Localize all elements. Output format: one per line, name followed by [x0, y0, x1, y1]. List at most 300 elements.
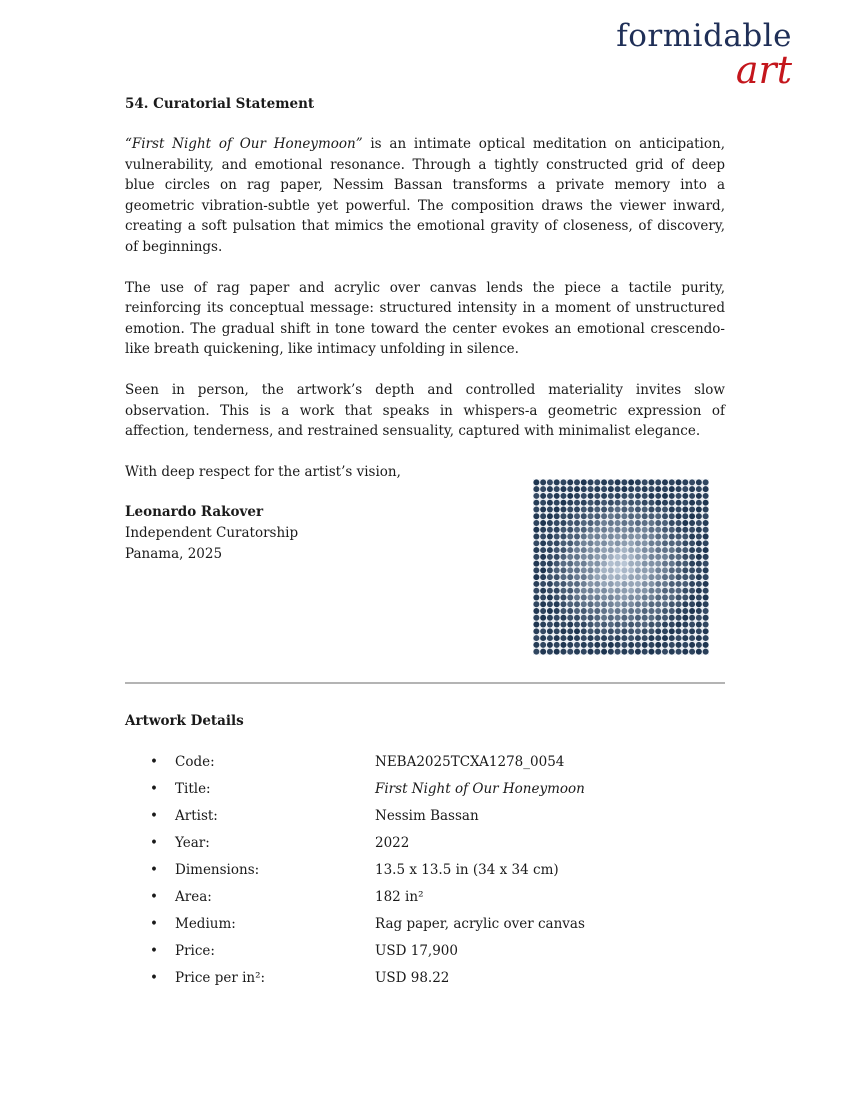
- artwork-circle: [601, 540, 607, 546]
- artwork-circle: [662, 554, 668, 560]
- artwork-circle: [676, 527, 682, 533]
- artwork-circle: [676, 493, 682, 499]
- artwork-circle: [662, 513, 668, 519]
- artwork-circle: [608, 649, 614, 655]
- artwork-image: [533, 479, 709, 655]
- artwork-circle: [594, 486, 600, 492]
- detail-label: Artist:: [175, 808, 218, 824]
- artwork-circle: [621, 574, 627, 580]
- artwork-circle: [574, 486, 580, 492]
- artwork-circle: [567, 534, 573, 540]
- artwork-circle: [547, 567, 553, 573]
- artwork-circle: [540, 500, 546, 506]
- artwork-circle: [547, 527, 553, 533]
- artwork-circle: [662, 635, 668, 641]
- artwork-circle: [594, 574, 600, 580]
- artwork-circle: [662, 520, 668, 526]
- artwork-circle: [608, 615, 614, 621]
- artwork-circle: [574, 601, 580, 607]
- artwork-circle: [601, 642, 607, 648]
- artwork-circle: [533, 588, 539, 594]
- artwork-circle: [533, 493, 539, 499]
- artwork-circle: [547, 615, 553, 621]
- artwork-circle: [567, 520, 573, 526]
- artwork-circle: [655, 642, 661, 648]
- artwork-circle: [540, 608, 546, 614]
- artwork-circle: [676, 588, 682, 594]
- bullet: •: [150, 754, 158, 770]
- artwork-circle: [601, 608, 607, 614]
- artwork-circle: [615, 628, 621, 634]
- artwork-circle: [594, 506, 600, 512]
- artwork-circle: [676, 649, 682, 655]
- artwork-circle: [574, 608, 580, 614]
- artwork-circle: [567, 500, 573, 506]
- artwork-circle: [567, 513, 573, 519]
- artwork-circle: [621, 561, 627, 567]
- artwork-circle: [696, 588, 702, 594]
- artwork-circle: [567, 601, 573, 607]
- artwork-circle: [588, 547, 594, 553]
- artwork-circle: [615, 649, 621, 655]
- artwork-circle: [547, 608, 553, 614]
- artwork-circle: [669, 486, 675, 492]
- detail-label: Dimensions:: [175, 862, 260, 878]
- artwork-circle: [635, 534, 641, 540]
- artwork-circle: [648, 513, 654, 519]
- artwork-circle: [608, 588, 614, 594]
- artwork-circle: [682, 588, 688, 594]
- artwork-circle: [635, 493, 641, 499]
- artwork-circle: [669, 479, 675, 485]
- artwork-circle: [588, 622, 594, 628]
- artwork-circle: [574, 513, 580, 519]
- artwork-circle: [655, 594, 661, 600]
- artwork-circle: [581, 622, 587, 628]
- artwork-circle: [676, 581, 682, 587]
- artwork-circle: [581, 601, 587, 607]
- artwork-circle: [703, 513, 709, 519]
- artwork-circle: [615, 500, 621, 506]
- artwork-circle: [648, 567, 654, 573]
- artwork-circle: [560, 493, 566, 499]
- artwork-circle: [662, 594, 668, 600]
- artwork-circle: [574, 554, 580, 560]
- artwork-circle: [669, 534, 675, 540]
- artwork-circle: [635, 615, 641, 621]
- artwork-circle: [588, 534, 594, 540]
- artwork-circle: [628, 561, 634, 567]
- artwork-circle: [669, 601, 675, 607]
- bullet: •: [150, 916, 158, 932]
- artwork-circle: [594, 635, 600, 641]
- artwork-circle: [676, 479, 682, 485]
- artwork-circle: [567, 622, 573, 628]
- artwork-circle: [662, 561, 668, 567]
- artwork-circle: [621, 608, 627, 614]
- artwork-circle: [594, 642, 600, 648]
- artwork-circle: [635, 554, 641, 560]
- detail-label: Area:: [175, 889, 212, 905]
- artwork-circle: [533, 567, 539, 573]
- artwork-circle: [567, 567, 573, 573]
- artwork-circle: [669, 540, 675, 546]
- artwork-circle: [696, 540, 702, 546]
- artwork-circle: [594, 561, 600, 567]
- artwork-circle: [669, 506, 675, 512]
- artwork-circle: [567, 540, 573, 546]
- artwork-circle: [669, 642, 675, 648]
- artwork-circle: [594, 588, 600, 594]
- artwork-circle: [554, 479, 560, 485]
- artwork-circle: [560, 479, 566, 485]
- artwork-circle: [689, 540, 695, 546]
- artwork-circle: [642, 520, 648, 526]
- artwork-circle: [676, 628, 682, 634]
- artwork-circle: [615, 601, 621, 607]
- artwork-circle: [608, 628, 614, 634]
- artwork-circle: [703, 561, 709, 567]
- artwork-circle: [615, 513, 621, 519]
- artwork-circle: [540, 628, 546, 634]
- artwork-circle: [588, 649, 594, 655]
- artwork-circle: [689, 513, 695, 519]
- artwork-circle: [669, 554, 675, 560]
- artwork-circle: [554, 622, 560, 628]
- artwork-circle: [662, 628, 668, 634]
- statement-paragraph-1-text: is an intimate optical meditation on anticipation, vulnerability, and emotional resonance. Through a tightly constructed grid of deep blue circles on rag paper, Nessim Bassan transforms a private memory into a geometric vibration-subtle yet powerful. The composition draws the viewer inward, creating a soft pulsation that mimics the emotional gravity of closeness, of discovery, of beginnings.: [125, 136, 725, 255]
- artwork-circle: [574, 534, 580, 540]
- artwork-circle: [648, 506, 654, 512]
- artwork-circle: [554, 635, 560, 641]
- artwork-circle: [533, 649, 539, 655]
- artwork-circle: [642, 506, 648, 512]
- artwork-circle: [547, 554, 553, 560]
- artwork-circle: [608, 601, 614, 607]
- artwork-circle: [533, 547, 539, 553]
- artwork-circle: [554, 628, 560, 634]
- artwork-circle: [547, 601, 553, 607]
- artwork-circle: [608, 608, 614, 614]
- artwork-circle: [682, 534, 688, 540]
- artwork-circle: [594, 601, 600, 607]
- artwork-circle: [648, 635, 654, 641]
- artwork-circle: [540, 547, 546, 553]
- artwork-circle: [554, 520, 560, 526]
- artwork-circle: [689, 527, 695, 533]
- artwork-circle: [703, 506, 709, 512]
- artwork-circle: [601, 628, 607, 634]
- artwork-circle: [574, 479, 580, 485]
- artwork-circle: [588, 554, 594, 560]
- artwork-circle: [662, 540, 668, 546]
- artwork-circle: [635, 601, 641, 607]
- artwork-circle: [533, 486, 539, 492]
- artwork-circle: [608, 513, 614, 519]
- artwork-circle: [682, 567, 688, 573]
- detail-artist: [150, 806, 710, 833]
- artwork-circle: [574, 588, 580, 594]
- artwork-circle: [560, 520, 566, 526]
- artwork-circle: [574, 540, 580, 546]
- artwork-circle: [547, 561, 553, 567]
- artwork-circle: [560, 513, 566, 519]
- artwork-circle: [554, 547, 560, 553]
- artwork-circle: [533, 608, 539, 614]
- artwork-circle: [588, 567, 594, 573]
- artwork-circle: [682, 615, 688, 621]
- artwork-circle: [703, 554, 709, 560]
- artwork-circle: [540, 540, 546, 546]
- artwork-circle: [533, 479, 539, 485]
- artwork-circle: [615, 554, 621, 560]
- artwork-circle: [594, 520, 600, 526]
- artwork-circle: [601, 513, 607, 519]
- artwork-circle: [669, 622, 675, 628]
- artwork-circle: [588, 615, 594, 621]
- artwork-circle: [540, 581, 546, 587]
- detail-label: Price per in²:: [175, 970, 266, 986]
- artwork-circle: [662, 567, 668, 573]
- artwork-circle: [621, 588, 627, 594]
- artwork-circle: [574, 493, 580, 499]
- artwork-circle: [696, 506, 702, 512]
- artwork-circle: [615, 642, 621, 648]
- artwork-circle: [601, 493, 607, 499]
- artwork-circle: [601, 506, 607, 512]
- artwork-circle: [581, 567, 587, 573]
- artwork-circle: [703, 500, 709, 506]
- signer-place: Panama, 2025: [125, 545, 223, 562]
- artwork-circle: [635, 588, 641, 594]
- artwork-circle: [540, 513, 546, 519]
- artwork-circle: [669, 561, 675, 567]
- artwork-circle: [642, 628, 648, 634]
- artwork-circle: [615, 581, 621, 587]
- statement-paragraph-1: [125, 134, 725, 258]
- artwork-circle: [676, 506, 682, 512]
- artwork-circle: [676, 534, 682, 540]
- artwork-circle: [601, 622, 607, 628]
- artwork-circle: [662, 588, 668, 594]
- detail-label: Title:: [175, 781, 211, 797]
- bullet: •: [150, 889, 158, 905]
- artwork-circle: [581, 608, 587, 614]
- artwork-circle: [635, 628, 641, 634]
- artwork-circle: [696, 486, 702, 492]
- detail-value: Nessim Bassan: [375, 808, 479, 824]
- artwork-circle: [567, 506, 573, 512]
- detail-value: First Night of Our Honeymoon: [375, 781, 585, 797]
- artwork-circle: [567, 554, 573, 560]
- artwork-circle: [554, 567, 560, 573]
- detail-price-per-sq-in: [150, 968, 710, 995]
- artwork-circle: [581, 493, 587, 499]
- artwork-circle: [655, 479, 661, 485]
- artwork-circle: [682, 622, 688, 628]
- artwork-circle: [628, 513, 634, 519]
- artwork-circle: [669, 608, 675, 614]
- artwork-circle: [648, 534, 654, 540]
- artwork-circle: [533, 581, 539, 587]
- artwork-circle: [615, 594, 621, 600]
- artwork-circle: [574, 628, 580, 634]
- bullet: •: [150, 862, 158, 878]
- artwork-circle: [601, 635, 607, 641]
- artwork-circle: [560, 649, 566, 655]
- artwork-circle: [608, 622, 614, 628]
- artwork-circle: [642, 554, 648, 560]
- artwork-circle: [689, 554, 695, 560]
- artwork-circle: [696, 479, 702, 485]
- artwork-circle: [628, 601, 634, 607]
- artwork-circle: [601, 588, 607, 594]
- artwork-circle: [642, 547, 648, 553]
- artwork-circle: [628, 486, 634, 492]
- artwork-circle: [574, 574, 580, 580]
- artwork-circle: [608, 540, 614, 546]
- artwork-circle: [560, 540, 566, 546]
- artwork-circle: [540, 615, 546, 621]
- artwork-circle: [682, 506, 688, 512]
- artwork-circle: [696, 649, 702, 655]
- statement-heading: 54. Curatorial Statement: [125, 96, 315, 112]
- artwork-circle: [628, 635, 634, 641]
- artwork-circle: [540, 574, 546, 580]
- artwork-circle: [662, 479, 668, 485]
- artwork-circle: [621, 628, 627, 634]
- artwork-circle: [682, 554, 688, 560]
- artwork-circle: [662, 642, 668, 648]
- artwork-circle: [533, 635, 539, 641]
- artwork-circle: [648, 615, 654, 621]
- artwork-circle: [554, 540, 560, 546]
- artwork-circle: [642, 601, 648, 607]
- artwork-circle: [642, 493, 648, 499]
- detail-label: Code:: [175, 754, 215, 770]
- artwork-circle: [696, 608, 702, 614]
- artwork-circle: [621, 534, 627, 540]
- artwork-circle: [696, 574, 702, 580]
- artwork-circle: [628, 500, 634, 506]
- artwork-circle: [696, 615, 702, 621]
- artwork-circle: [533, 615, 539, 621]
- artwork-circle: [594, 547, 600, 553]
- artwork-details-heading: Artwork Details: [125, 713, 244, 729]
- artwork-circle: [689, 635, 695, 641]
- artwork-circle: [608, 534, 614, 540]
- artwork-circle: [669, 581, 675, 587]
- artwork-circle: [574, 547, 580, 553]
- artwork-circle: [615, 567, 621, 573]
- artwork-circle: [554, 581, 560, 587]
- artwork-circle: [689, 534, 695, 540]
- artwork-circle: [682, 561, 688, 567]
- artwork-circle: [594, 649, 600, 655]
- artwork-circle: [554, 534, 560, 540]
- artwork-circle: [635, 581, 641, 587]
- artwork-circle: [655, 547, 661, 553]
- artwork-circle: [655, 635, 661, 641]
- artwork-circle: [540, 534, 546, 540]
- artwork-circle: [655, 561, 661, 567]
- artwork-circle: [648, 527, 654, 533]
- artwork-circle: [588, 581, 594, 587]
- artwork-circle: [655, 520, 661, 526]
- artwork-circle: [621, 527, 627, 533]
- artwork-circle: [696, 561, 702, 567]
- artwork-circle: [642, 534, 648, 540]
- artwork-circle: [676, 540, 682, 546]
- artwork-circle: [642, 642, 648, 648]
- artwork-circle: [533, 642, 539, 648]
- artwork-circle: [594, 622, 600, 628]
- artwork-circle: [567, 581, 573, 587]
- detail-value: 182 in²: [375, 889, 424, 905]
- artwork-circle: [682, 594, 688, 600]
- artwork-circle: [554, 513, 560, 519]
- artwork-circle: [560, 547, 566, 553]
- artwork-circle: [567, 588, 573, 594]
- artwork-circle: [628, 534, 634, 540]
- artwork-circle: [560, 554, 566, 560]
- artwork-circle: [581, 520, 587, 526]
- artwork-circle: [547, 581, 553, 587]
- artwork-circle: [682, 574, 688, 580]
- artwork-circle: [689, 642, 695, 648]
- artwork-circle: [574, 567, 580, 573]
- artwork-circle: [594, 513, 600, 519]
- artwork-circle: [554, 642, 560, 648]
- artwork-circle: [540, 493, 546, 499]
- artwork-circle: [642, 540, 648, 546]
- artwork-circle: [615, 486, 621, 492]
- detail-area: [150, 887, 710, 914]
- artwork-circle: [601, 574, 607, 580]
- bullet: •: [150, 781, 158, 797]
- artwork-circle: [676, 567, 682, 573]
- artwork-circle: [533, 628, 539, 634]
- artwork-circle: [642, 561, 648, 567]
- artwork-circle: [662, 547, 668, 553]
- artwork-circle: [642, 527, 648, 533]
- artwork-circle: [628, 540, 634, 546]
- artwork-circle: [689, 500, 695, 506]
- artwork-circle: [567, 608, 573, 614]
- artwork-circle: [696, 635, 702, 641]
- artwork-circle: [676, 635, 682, 641]
- artwork-circle: [689, 506, 695, 512]
- artwork-circle: [635, 479, 641, 485]
- artwork-circle: [642, 500, 648, 506]
- artwork-circle: [655, 513, 661, 519]
- artwork-circle: [682, 649, 688, 655]
- artwork-circle: [703, 574, 709, 580]
- artwork-circle: [676, 594, 682, 600]
- artwork-circle: [682, 513, 688, 519]
- artwork-circle: [547, 486, 553, 492]
- artwork-circle: [608, 547, 614, 553]
- artwork-circle: [560, 567, 566, 573]
- artwork-circle: [621, 635, 627, 641]
- artwork-circle: [594, 540, 600, 546]
- artwork-circle: [615, 547, 621, 553]
- artwork-circle: [554, 506, 560, 512]
- artwork-circle: [655, 574, 661, 580]
- artwork-circle: [540, 622, 546, 628]
- artwork-circle: [547, 479, 553, 485]
- artwork-circle: [655, 534, 661, 540]
